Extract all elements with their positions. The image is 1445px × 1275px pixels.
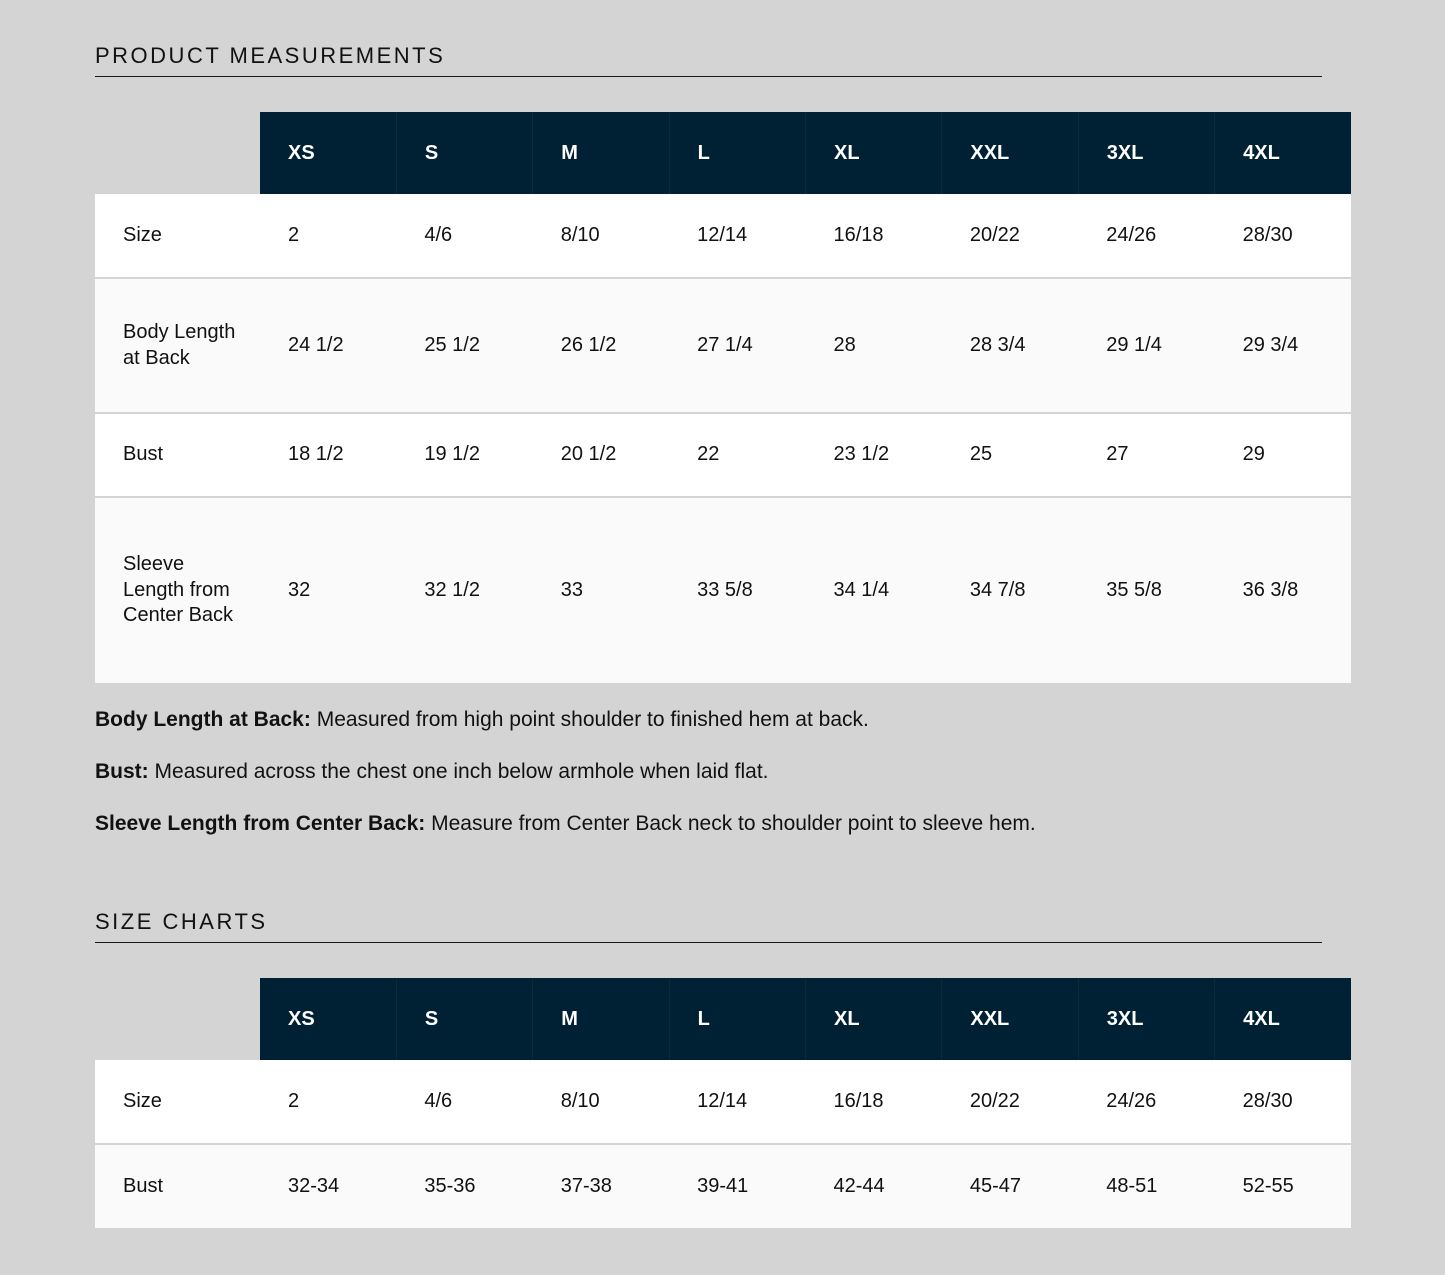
- table-cell: 32: [260, 497, 396, 683]
- table-row-sleeve-length: [95, 497, 1351, 683]
- table-cell: 52-55: [1215, 1144, 1351, 1228]
- note-bust: [95, 759, 1345, 811]
- note-body-length: [95, 707, 1345, 759]
- size-charts-rule: [95, 942, 1322, 943]
- table-cell: 18 1/2: [260, 413, 396, 497]
- size-header-3xl: 3XL: [1078, 112, 1214, 194]
- size-header-4xl: 4XL: [1215, 112, 1351, 194]
- table-cell: 36 3/8: [1215, 497, 1351, 683]
- table-row-size: [95, 194, 1351, 278]
- row-label: Sleeve Length from Center Back: [95, 497, 260, 683]
- table-cell: 8/10: [533, 194, 669, 278]
- size-header-xs: XS: [260, 978, 396, 1060]
- table-cell: 48-51: [1078, 1144, 1214, 1228]
- table-cell: 28/30: [1215, 1060, 1351, 1144]
- note-text: Measured across the chest one inch below armhole when laid flat.: [154, 760, 769, 783]
- table-cell: 28 3/4: [942, 278, 1078, 413]
- table-cell: 23 1/2: [806, 413, 942, 497]
- table-cell: 16/18: [806, 1060, 942, 1144]
- table-cell: 12/14: [669, 194, 805, 278]
- table-cell: 19 1/2: [396, 413, 532, 497]
- size-header-l: L: [669, 978, 805, 1060]
- table-cell: 20/22: [942, 194, 1078, 278]
- product-measurements-title: PRODUCT MEASUREMENTS: [95, 43, 446, 68]
- row-label: Size: [95, 1060, 260, 1144]
- table-cell: 22: [669, 413, 805, 497]
- size-header-3xl: 3XL: [1078, 978, 1214, 1060]
- table-cell: 32 1/2: [396, 497, 532, 683]
- size-header-xxl: XXL: [942, 112, 1078, 194]
- size-header-xl: XL: [806, 978, 942, 1060]
- note-sleeve-length: [95, 811, 1345, 863]
- table-cell: 32-34: [260, 1144, 396, 1228]
- table-cell: 35 5/8: [1078, 497, 1214, 683]
- table-row-size: [95, 1060, 1351, 1144]
- measurement-notes: [95, 707, 1345, 863]
- size-header-s: S: [396, 112, 532, 194]
- table-cell: 29 3/4: [1215, 278, 1351, 413]
- product-measurements-rule: [95, 76, 1322, 77]
- size-header-xxl: XXL: [942, 978, 1078, 1060]
- table-cell: 2: [260, 194, 396, 278]
- table-cell: 25: [942, 413, 1078, 497]
- product-measurements-table: [95, 112, 1351, 683]
- table-cell: 33 5/8: [669, 497, 805, 683]
- table-cell: 12/14: [669, 1060, 805, 1144]
- note-term: Bust:: [95, 760, 149, 783]
- table-cell: 16/18: [806, 194, 942, 278]
- table-cell: 25 1/2: [396, 278, 532, 413]
- table-row-body-length: [95, 278, 1351, 413]
- size-header-xl: XL: [806, 112, 942, 194]
- table-header-row: [95, 112, 1351, 194]
- table-cell: 24/26: [1078, 1060, 1214, 1144]
- table-cell: 33: [533, 497, 669, 683]
- size-header-m: M: [533, 112, 669, 194]
- size-header-xs: XS: [260, 112, 396, 194]
- table-cell: 34 7/8: [942, 497, 1078, 683]
- note-term: Sleeve Length from Center Back:: [95, 812, 426, 835]
- size-header-s: S: [396, 978, 532, 1060]
- table-cell: 20 1/2: [533, 413, 669, 497]
- row-label: Size: [95, 194, 260, 278]
- table-cell: 28: [806, 278, 942, 413]
- size-charts-table: [95, 978, 1351, 1228]
- table-cell: 20/22: [942, 1060, 1078, 1144]
- table-row-bust: [95, 413, 1351, 497]
- table-cell: 24/26: [1078, 194, 1214, 278]
- size-header-4xl: 4XL: [1215, 978, 1351, 1060]
- table-cell: 2: [260, 1060, 396, 1144]
- table-cell: 39-41: [669, 1144, 805, 1228]
- note-term: Body Length at Back:: [95, 708, 311, 731]
- table-cell: 4/6: [396, 194, 532, 278]
- table-cell: 4/6: [396, 1060, 532, 1144]
- table-cell: 24 1/2: [260, 278, 396, 413]
- note-text: Measured from high point shoulder to finished hem at back.: [316, 708, 869, 731]
- row-label: Bust: [95, 413, 260, 497]
- table-cell: 37-38: [533, 1144, 669, 1228]
- row-label: Bust: [95, 1144, 260, 1228]
- size-charts-title: SIZE CHARTS: [95, 909, 268, 934]
- table-cell: 28/30: [1215, 194, 1351, 278]
- table-row-bust: [95, 1144, 1351, 1228]
- table-cell: 29: [1215, 413, 1351, 497]
- table-cell: 35-36: [396, 1144, 532, 1228]
- header-corner-cell: [95, 112, 260, 194]
- table-cell: 42-44: [806, 1144, 942, 1228]
- table-header-row: [95, 978, 1351, 1060]
- table-cell: 8/10: [533, 1060, 669, 1144]
- table-cell: 29 1/4: [1078, 278, 1214, 413]
- table-cell: 27 1/4: [669, 278, 805, 413]
- size-header-m: M: [533, 978, 669, 1060]
- table-cell: 45-47: [942, 1144, 1078, 1228]
- table-cell: 26 1/2: [533, 278, 669, 413]
- size-header-l: L: [669, 112, 805, 194]
- note-text: Measure from Center Back neck to shoulder point to sleeve hem.: [431, 812, 1036, 835]
- table-cell: 34 1/4: [806, 497, 942, 683]
- header-corner-cell: [95, 978, 260, 1060]
- table-cell: 27: [1078, 413, 1214, 497]
- row-label: Body Length at Back: [95, 278, 260, 413]
